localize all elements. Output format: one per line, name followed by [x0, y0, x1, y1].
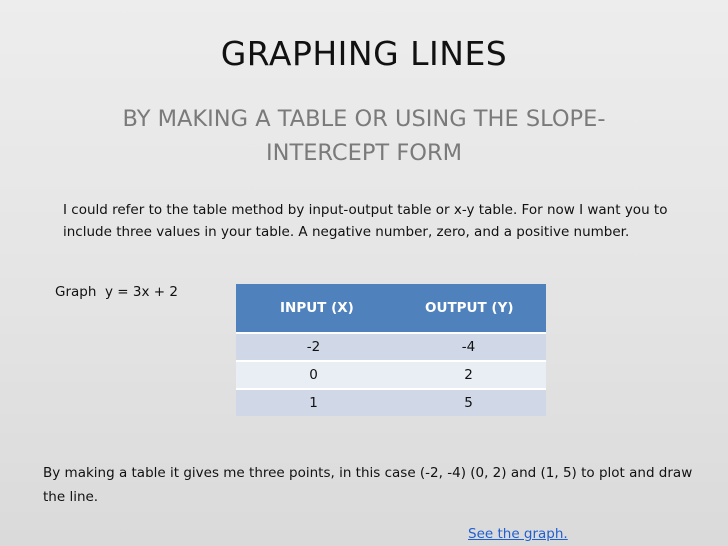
table-header-row [236, 284, 546, 332]
table-cell-y: 2 [391, 361, 546, 389]
see-graph-link[interactable]: See the graph. [468, 526, 568, 542]
header-input-x: INPUT (X) [236, 284, 391, 332]
intro-paragraph: I could refer to the table method by input-output table or x-y table. For now I want you to include three values in your table. A negative number, zero, and a positive number. [63, 202, 668, 240]
table-cell-y: 5 [391, 389, 546, 416]
table-row [236, 361, 546, 389]
table-cell-x: 1 [236, 389, 391, 416]
slide-title: GRAPHING LINES [220, 34, 508, 73]
table-row [236, 333, 546, 361]
conclusion-paragraph: By making a table it gives me three points, in this case (-2, -4) (0, 2) and (1, 5) to plot and draw the line. [43, 465, 693, 505]
table-cell-y: -4 [391, 333, 546, 361]
table-cell-x: -2 [236, 333, 391, 361]
slide-subtitle: BY MAKING A TABLE OR USING THE SLOPE-INTERCEPT FORM [122, 106, 606, 166]
equation-label: Graph y = 3x + 2 [55, 284, 178, 300]
header-output-y: OUTPUT (Y) [391, 284, 546, 332]
table-cell-x: 0 [236, 361, 391, 389]
input-output-table [236, 284, 546, 416]
table-row [236, 389, 546, 416]
